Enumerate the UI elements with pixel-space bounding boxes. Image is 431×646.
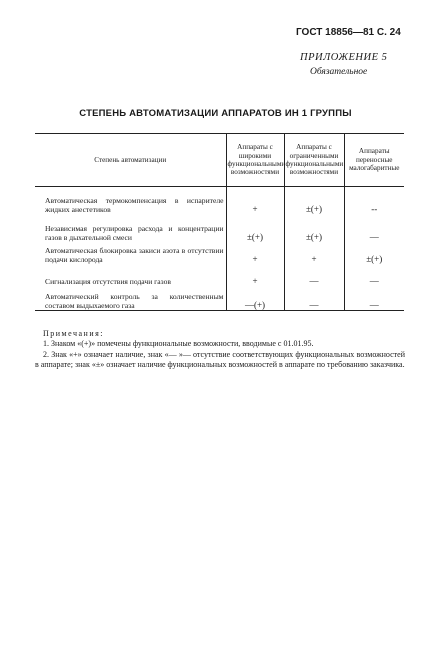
appendix-status: Обязательное (310, 67, 368, 77)
column-header-limited: Аппараты с ограниченными функциональными возможностями (284, 134, 344, 187)
column-header-portable: Аппараты переносные малогабаритные (344, 134, 404, 187)
column-header-automation: Степень автоматизации (35, 134, 226, 187)
row-value-limited: ±(+) (284, 187, 344, 215)
row-name: Сигнализация отсутствия подачи газов (45, 277, 171, 287)
row-value-portable: -- (344, 187, 404, 215)
row-value-wide: + (226, 243, 284, 265)
table-header-row (35, 134, 404, 187)
table-row (35, 187, 404, 215)
table-row (35, 287, 404, 311)
row-value-limited: — (284, 265, 344, 287)
note-item: 1. Знаком «(+)» помечены функциональные возможности, вводимые с 01.01.95. (43, 339, 314, 349)
standard-page-header: ГОСТ 18856—81 С. 24 (296, 27, 401, 38)
table-row (35, 265, 404, 287)
notes-heading: Примечания: (43, 329, 105, 338)
row-name: Независимая регулировка расхода и концентрации газов в дыхательной смеси (45, 224, 224, 243)
row-name: Автоматическая блокировка закиси азота в отсутствии подачи кислорода (45, 246, 224, 265)
column-header-wide: Аппараты с широкими функциональными возможностями (226, 134, 284, 187)
row-value-portable: ±(+) (344, 243, 404, 265)
row-value-limited: ±(+) (284, 215, 344, 243)
row-value-wide: —(+) (226, 287, 284, 311)
row-value-limited: — (284, 287, 344, 311)
table-row (35, 243, 404, 265)
row-value-wide: + (226, 265, 284, 287)
note-item: 2. Знак «+» означает наличие, знак «— »— отсутствие соответствующих функциональных возможностей в аппарате; знак «±» означает наличие функциональных возможностей в аппарате по требованию заказчика. (35, 349, 405, 369)
document-title: СТЕПЕНЬ АВТОМАТИЗАЦИИ АППАРАТОВ ИН 1 ГРУППЫ (79, 108, 352, 119)
row-value-limited: + (284, 243, 344, 265)
appendix-label: ПРИЛОЖЕНИЕ 5 (300, 52, 388, 63)
row-name: Автоматическая термокомпенсация в испарителе жидких анестетиков (45, 196, 224, 215)
row-value-wide: + (226, 187, 284, 215)
row-value-portable: — (344, 265, 404, 287)
row-value-portable: — (344, 215, 404, 243)
table-row (35, 215, 404, 243)
notes-section (35, 329, 405, 370)
row-value-wide: ±(+) (226, 215, 284, 243)
row-value-portable: — (344, 287, 404, 311)
automation-table (35, 133, 404, 311)
row-name: Автоматический контроль за количественным составом выдыхаемого газа (35, 287, 226, 311)
